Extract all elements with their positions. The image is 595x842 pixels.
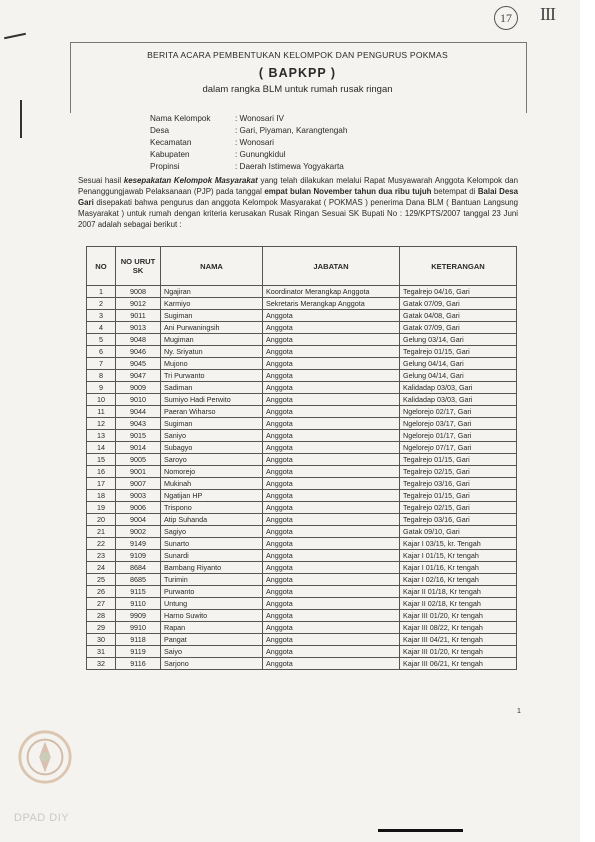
row-jabatan: Anggota: [263, 514, 400, 526]
row-jabatan: Anggota: [263, 382, 400, 394]
row-nama: Trispono: [161, 502, 263, 514]
row-nama: Sunarto: [161, 538, 263, 550]
row-jabatan: Anggota: [263, 418, 400, 430]
paragraph-text: yang telah dilakukan melalui Rapat Musyawarah Anggota Kelompok dan Penanggungjawab Pelaksanaan (PJP) pada tanggal: [78, 176, 518, 196]
row-jabatan: Anggota: [263, 358, 400, 370]
row-keterangan: Kalidadap 03/03, Gari: [400, 382, 517, 394]
table-row: [87, 286, 517, 298]
row-urut-sk: 9003: [116, 490, 161, 502]
row-jabatan: Anggota: [263, 562, 400, 574]
row-jabatan: Anggota: [263, 574, 400, 586]
row-urut-sk: 9004: [116, 514, 161, 526]
table-row: [87, 598, 517, 610]
row-jabatan: Anggota: [263, 526, 400, 538]
row-no: 10: [87, 394, 116, 406]
row-urut-sk: 8684: [116, 562, 161, 574]
row-no: 20: [87, 514, 116, 526]
table-row: [87, 526, 517, 538]
row-jabatan: Anggota: [263, 454, 400, 466]
row-jabatan: Anggota: [263, 430, 400, 442]
table-row: [87, 574, 517, 586]
info-row: [150, 137, 347, 149]
row-nama: Saniyo: [161, 430, 263, 442]
row-no: 24: [87, 562, 116, 574]
row-nama: Harno Suwito: [161, 610, 263, 622]
paragraph-place: Balai Desa Gari: [78, 187, 518, 207]
row-urut-sk: 9110: [116, 598, 161, 610]
info-value: : Wonosari IV: [235, 114, 284, 123]
row-nama: Ani Purwaningsih: [161, 322, 263, 334]
row-jabatan: Anggota: [263, 466, 400, 478]
table-row: [87, 550, 517, 562]
row-no: 6: [87, 346, 116, 358]
table-row: [87, 334, 517, 346]
document-title: BERITA ACARA PEMBENTUKAN KELOMPOK DAN PENGURUS POKMAS: [147, 50, 448, 60]
info-label: Nama Kelompok: [150, 114, 211, 123]
intro-paragraph: [78, 175, 518, 230]
row-keterangan: Kajar I 01/16, Kr tengah: [400, 562, 517, 574]
row-no: 19: [87, 502, 116, 514]
row-nama: Karmiyo: [161, 298, 263, 310]
row-no: 13: [87, 430, 116, 442]
row-nama: Bambang Riyanto: [161, 562, 263, 574]
row-urut-sk: 9043: [116, 418, 161, 430]
row-jabatan: Anggota: [263, 490, 400, 502]
row-urut-sk: 8685: [116, 574, 161, 586]
row-nama: Pangat: [161, 634, 263, 646]
row-nama: Ngatijan HP: [161, 490, 263, 502]
row-no: 16: [87, 466, 116, 478]
row-no: 3: [87, 310, 116, 322]
row-nama: Atip Suhanda: [161, 514, 263, 526]
row-keterangan: Tegalrejo 01/15, Gari: [400, 490, 517, 502]
row-urut-sk: 9116: [116, 658, 161, 670]
row-nama: Ny. Sriyatun: [161, 346, 263, 358]
row-jabatan: Anggota: [263, 478, 400, 490]
row-no: 14: [87, 442, 116, 454]
row-urut-sk: 9149: [116, 538, 161, 550]
row-urut-sk: 9001: [116, 466, 161, 478]
table-row: [87, 634, 517, 646]
col-header-jabatan: JABATAN: [263, 247, 400, 286]
row-urut-sk: 9015: [116, 430, 161, 442]
row-no: 28: [87, 610, 116, 622]
row-keterangan: Ngelorejo 03/17, Gari: [400, 418, 517, 430]
table-row: [87, 310, 517, 322]
row-jabatan: Anggota: [263, 658, 400, 670]
row-jabatan: Anggota: [263, 634, 400, 646]
row-keterangan: Kajar III 06/21, Kr tengah: [400, 658, 517, 670]
row-keterangan: Kajar I 03/15, kr. Tengah: [400, 538, 517, 550]
table-header-row: [87, 247, 517, 286]
table-row: [87, 514, 517, 526]
table-row: [87, 454, 517, 466]
row-no: 11: [87, 406, 116, 418]
row-urut-sk: 9115: [116, 586, 161, 598]
table-row: [87, 658, 517, 670]
row-no: 12: [87, 418, 116, 430]
row-keterangan: Kalidadap 03/03, Gari: [400, 394, 517, 406]
row-nama: Sarjono: [161, 658, 263, 670]
row-jabatan: Anggota: [263, 394, 400, 406]
row-nama: Turimin: [161, 574, 263, 586]
table-row: [87, 562, 517, 574]
row-jabatan: Anggota: [263, 442, 400, 454]
row-no: 18: [87, 490, 116, 502]
row-nama: Nomorejo: [161, 466, 263, 478]
row-nama: Purwanto: [161, 586, 263, 598]
row-nama: Subagyo: [161, 442, 263, 454]
info-row: [150, 113, 347, 125]
info-value: : Gunungkidul: [235, 150, 286, 159]
paragraph-text: Sesuai hasil: [78, 176, 124, 185]
row-no: 9: [87, 382, 116, 394]
row-keterangan: Gelung 03/14, Gari: [400, 334, 517, 346]
row-no: 21: [87, 526, 116, 538]
paragraph-emphasis: kesepakatan Kelompok Masyarakat: [123, 176, 258, 185]
info-row: [150, 125, 347, 137]
col-header-no: NO: [87, 247, 116, 286]
row-no: 30: [87, 634, 116, 646]
row-urut-sk: 9002: [116, 526, 161, 538]
row-jabatan: Anggota: [263, 598, 400, 610]
row-no: 15: [87, 454, 116, 466]
row-keterangan: Gatak 09/10, Gari: [400, 526, 517, 538]
col-header-nama: NAMA: [161, 247, 263, 286]
row-jabatan: Anggota: [263, 310, 400, 322]
row-keterangan: Tegalrejo 01/15, Gari: [400, 346, 517, 358]
roman-numeral-mark: III: [540, 4, 555, 24]
row-urut-sk: 9046: [116, 346, 161, 358]
row-keterangan: Tegalrejo 03/16, Gari: [400, 514, 517, 526]
table-row: [87, 466, 517, 478]
row-nama: Sadiman: [161, 382, 263, 394]
row-urut-sk: 9014: [116, 442, 161, 454]
row-urut-sk: 9007: [116, 478, 161, 490]
table-row: [87, 622, 517, 634]
row-keterangan: Tegalrejo 02/15, Gari: [400, 502, 517, 514]
row-no: 22: [87, 538, 116, 550]
row-jabatan: Anggota: [263, 322, 400, 334]
row-urut-sk: 9119: [116, 646, 161, 658]
row-keterangan: Tegalrejo 04/16, Gari: [400, 286, 517, 298]
row-keterangan: Tegalrejo 02/15, Gari: [400, 466, 517, 478]
row-nama: Rapan: [161, 622, 263, 634]
row-urut-sk: 9010: [116, 394, 161, 406]
table-row: [87, 322, 517, 334]
row-keterangan: Kajar III 08/22, Kr tengah: [400, 622, 517, 634]
table-row: [87, 538, 517, 550]
row-nama: Mukinah: [161, 478, 263, 490]
row-keterangan: Gatak 07/09, Gari: [400, 322, 517, 334]
paragraph-text: betempat di: [431, 187, 478, 196]
row-keterangan: Kajar I 01/15, Kr tengah: [400, 550, 517, 562]
info-label: Kabupaten: [150, 150, 190, 159]
table-row: [87, 442, 517, 454]
row-no: 23: [87, 550, 116, 562]
row-no: 26: [87, 586, 116, 598]
info-label: Propinsi: [150, 162, 180, 171]
paragraph-date: empat bulan November tahun dua ribu tujuh: [264, 187, 432, 196]
row-keterangan: Tegalrejo 03/16, Gari: [400, 478, 517, 490]
row-keterangan: Tegalrejo 01/15, Gari: [400, 454, 517, 466]
row-nama: Sugiman: [161, 418, 263, 430]
row-urut-sk: 9045: [116, 358, 161, 370]
row-nama: Sumiyo Hadi Perwito: [161, 394, 263, 406]
row-no: 1: [87, 286, 116, 298]
row-nama: Ngajiran: [161, 286, 263, 298]
info-label: Kecamatan: [150, 138, 192, 147]
table-row: [87, 418, 517, 430]
government-seal-icon: [16, 728, 74, 786]
row-nama: Sugiman: [161, 310, 263, 322]
row-jabatan: Anggota: [263, 586, 400, 598]
row-urut-sk: 9047: [116, 370, 161, 382]
row-keterangan: Kajar III 04/21, Kr tengah: [400, 634, 517, 646]
row-nama: Mujono: [161, 358, 263, 370]
table-row: [87, 586, 517, 598]
row-nama: Mugiman: [161, 334, 263, 346]
row-no: 25: [87, 574, 116, 586]
row-jabatan: Anggota: [263, 610, 400, 622]
table-row: [87, 646, 517, 658]
row-urut-sk: 9012: [116, 298, 161, 310]
bottom-bar: [378, 829, 463, 832]
page-number: 1: [517, 708, 521, 715]
table-body: [87, 286, 517, 670]
table-row: [87, 346, 517, 358]
row-nama: Paeran Wiharso: [161, 406, 263, 418]
document-subtitle: dalam rangka BLM untuk rumah rusak ringan: [202, 84, 393, 95]
row-jabatan: Anggota: [263, 370, 400, 382]
row-no: 32: [87, 658, 116, 670]
row-nama: Sagiyo: [161, 526, 263, 538]
row-urut-sk: 9910: [116, 622, 161, 634]
table-row: [87, 370, 517, 382]
row-keterangan: Gelung 04/14, Gari: [400, 358, 517, 370]
row-keterangan: Kajar II 02/18, Kr tengah: [400, 598, 517, 610]
table-row: [87, 298, 517, 310]
info-value: : Gari, Piyaman, Karangtengah: [235, 126, 348, 135]
table-row: [87, 430, 517, 442]
row-jabatan: Anggota: [263, 646, 400, 658]
row-urut-sk: 9048: [116, 334, 161, 346]
row-keterangan: Gatak 04/08, Gari: [400, 310, 517, 322]
row-urut-sk: 9909: [116, 610, 161, 622]
row-nama: Sunardi: [161, 550, 263, 562]
table-row: [87, 394, 517, 406]
row-no: 5: [87, 334, 116, 346]
row-keterangan: Kajar III 01/20, Kr tengah: [400, 646, 517, 658]
table-row: [87, 502, 517, 514]
row-jabatan: Anggota: [263, 622, 400, 634]
row-nama: Tri Purwanto: [161, 370, 263, 382]
row-jabatan: Anggota: [263, 550, 400, 562]
row-urut-sk: 9005: [116, 454, 161, 466]
info-label: Desa: [150, 126, 170, 135]
table-row: [87, 610, 517, 622]
row-no: 4: [87, 322, 116, 334]
col-header-keterangan: KETERANGAN: [400, 247, 517, 286]
table-row: [87, 490, 517, 502]
info-value: : Wonosari: [235, 138, 274, 147]
info-row: [150, 161, 347, 173]
info-value: : Daerah Istimewa Yogyakarta: [235, 162, 344, 171]
row-nama: Untung: [161, 598, 263, 610]
row-keterangan: Ngelorejo 01/17, Gari: [400, 430, 517, 442]
page-margin: [580, 0, 595, 842]
row-keterangan: Ngelorejo 07/17, Gari: [400, 442, 517, 454]
group-info: [150, 113, 347, 173]
row-no: 29: [87, 622, 116, 634]
row-no: 31: [87, 646, 116, 658]
member-table: [86, 246, 517, 670]
row-no: 2: [87, 298, 116, 310]
row-jabatan: Anggota: [263, 334, 400, 346]
table-row: [87, 478, 517, 490]
row-jabatan: Anggota: [263, 406, 400, 418]
table-row: [87, 382, 517, 394]
row-keterangan: Gatak 07/09, Gari: [400, 298, 517, 310]
row-jabatan: Anggota: [263, 538, 400, 550]
table-row: [87, 358, 517, 370]
table-row: [87, 406, 517, 418]
circled-page-mark: 17: [494, 6, 518, 30]
row-jabatan: Anggota: [263, 502, 400, 514]
watermark-text: DPAD DIY: [14, 812, 70, 824]
row-jabatan: Anggota: [263, 346, 400, 358]
row-jabatan: Koordinator Merangkap Anggota: [263, 286, 400, 298]
row-no: 8: [87, 370, 116, 382]
pen-mark: [20, 100, 22, 138]
row-urut-sk: 9009: [116, 382, 161, 394]
row-nama: Saiyo: [161, 646, 263, 658]
info-row: [150, 149, 347, 161]
row-keterangan: Kajar II 01/18, Kr tengah: [400, 586, 517, 598]
paragraph-text: disepakati bahwa pengurus dan anggota Kelompok Masyarakat ( POKMAS ) penerima Dana BLM ( Bantuan Langsung Masyarakat ) untuk rumah dengan kriteria kerusakan Rusak Ringan Sesuai SK Bupati No : 129/KPTS/2007 tanggal 23 Juni 2007 adalah sebagai berikut :: [78, 198, 518, 229]
row-urut-sk: 9044: [116, 406, 161, 418]
row-urut-sk: 9118: [116, 634, 161, 646]
row-keterangan: Kajar III 01/20, Kr tengah: [400, 610, 517, 622]
row-keterangan: Kajar I 02/16, Kr tengah: [400, 574, 517, 586]
row-urut-sk: 9013: [116, 322, 161, 334]
row-keterangan: Ngelorejo 02/17, Gari: [400, 406, 517, 418]
row-no: 17: [87, 478, 116, 490]
row-jabatan: Sekretaris Merangkap Anggota: [263, 298, 400, 310]
row-no: 7: [87, 358, 116, 370]
row-urut-sk: 9006: [116, 502, 161, 514]
row-no: 27: [87, 598, 116, 610]
row-urut-sk: 9011: [116, 310, 161, 322]
row-nama: Saroyo: [161, 454, 263, 466]
row-urut-sk: 9008: [116, 286, 161, 298]
document-acronym: ( BAPKPP ): [258, 66, 337, 80]
row-keterangan: Gelung 04/14, Gari: [400, 370, 517, 382]
row-urut-sk: 9109: [116, 550, 161, 562]
col-header-urut: NO URUT SK: [116, 247, 161, 286]
